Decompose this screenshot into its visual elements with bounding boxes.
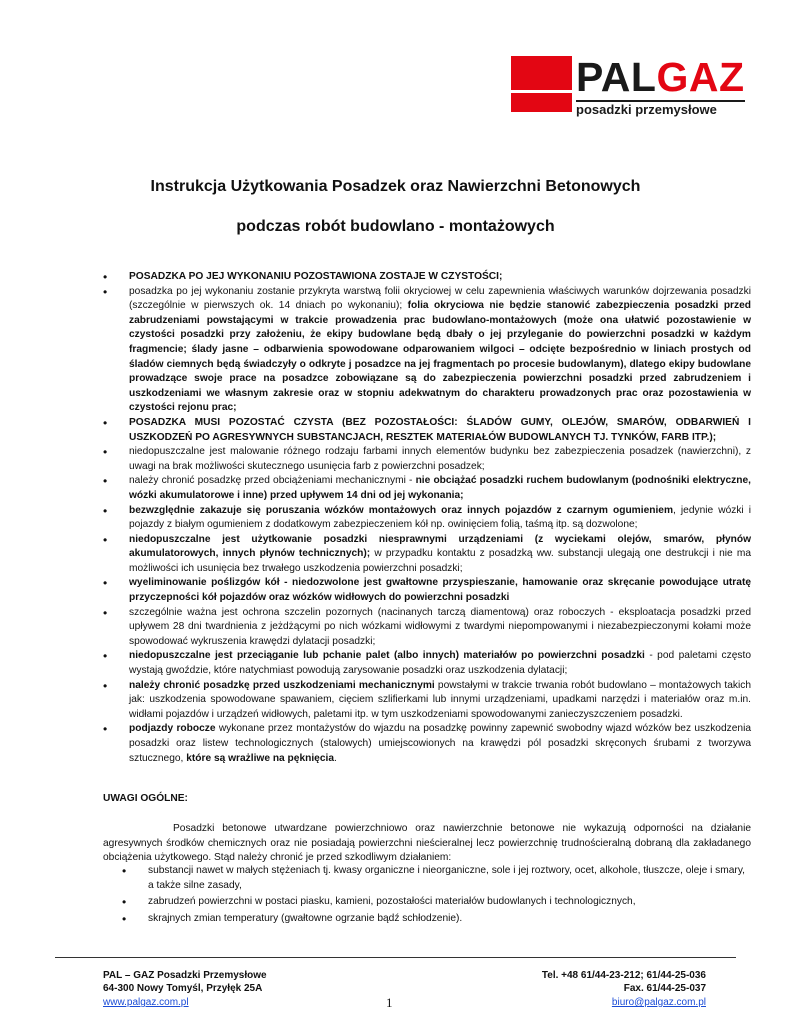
list-item: • szczególnie ważna jest ochrona szczelin pozornych (nacinanych tarczą diamentową) oraz roboczych - eksploatacja posadzki przed upływem 28 dni twardnienia z jeżdżącymi po nich wózkami widłowymi z twardymi niepompowanymi i niezabezpieczonymi kołami może spowodować wykruszenia krawędzi dylatacji posadzki; <box>103 606 751 650</box>
footer-fax: Fax. 61/44-25-037 <box>623 983 706 994</box>
footer-phone: Tel. +48 61/44-23-212; 61/44-25-036 <box>541 970 706 981</box>
general-notes-paragraph: Posadzki betonowe utwardzane powierzchniowo oraz nawierzchnie betonowe nie wykazują odporności na działanie agresywnych środków chemicznych oraz nie posiadają powierzchni nieścieralnej lecz powierzchnię trudnościeralną dobraną dla zakładanego obciążenia użytkowego. Stąd należy chronić je przed szkodliwym działaniem: <box>103 823 751 864</box>
list-item: • niedopuszczalne jest użytkowanie posadzki niesprawnymi urządzeniami (z wyciekami olejów, smarów, płynów akumulatorowych, innych płynów technicznych); w przypadku kontaktu z posadzką ww. substancji ulegają one destrukcji i nie ma możliwości ich usunięcia bez trwałego uszkodzenia powierzchni posadzki; <box>103 533 751 577</box>
logo-mark-icon <box>511 56 572 112</box>
footer-website-link[interactable]: www.palgaz.com.pl <box>103 997 189 1008</box>
list-item: • POSADZKA PO JEJ WYKONANIU POZOSTAWIONA ZOSTAJE W CZYSTOŚCI; <box>103 270 751 285</box>
logo-wordmark: PALGAZ <box>576 54 745 100</box>
footer-divider <box>55 957 736 958</box>
footer-email-link[interactable]: biuro@palgaz.com.pl <box>611 997 706 1008</box>
page-number: 1 <box>386 995 393 1010</box>
general-notes-list <box>122 864 751 928</box>
list-item: • podjazdy robocze wykonane przez montażystów do wjazdu na posadzkę powinny zapewnić swobodny wjazd wózków bez uszkodzenia posadzki oraz listew technologicznych (stalowych) umiejscowionych na krawędzi pól posadzki skręconych śrubami z tworzywa sztucznego, które są wrażliwe na pęknięcia. <box>103 722 751 766</box>
footer-address: 64-300 Nowy Tomyśl, Przyłęk 25A <box>103 983 263 994</box>
list-item: • należy chronić posadzkę przed uszkodzeniami mechanicznymi powstałymi w trakcie trwania robót budowlano – montażowych takich jak: uszkodzenia spowodowane spawaniem, cięciem szlifierkami lub innymi urządzeniami, upadkami narzędzi i materiałów oraz m.in. widłami pojazdów i urządzeń widłowych, paletami itp. w tym uszkodzeniami spowodowanymi zanieczyszczeniem posadzki. <box>103 679 751 723</box>
list-item: • posadzka po jej wykonaniu zostanie przykryta warstwą folii okryciowej w celu zapewnienia właściwych warunków dojrzewania posadzki (szczególnie w pierwszych ok. 14 dniach po wykonaniu); folia okryciowa nie będzie stanowić zabezpieczenia posadzki przed zabrudzeniami powstającymi w trakcie prowadzenia prac budowlano-montażowych (może ona ułatwić pozostawienie w czystości posadzki przy założeniu, że ekipy budowlane będą dbały o jej przyleganie do powierzchni posadzki w każdym fragmencie; ślady jasne – odbarwienia spowodowane odparowaniem wilgoci – odcięte bezpośrednio w liniach prostych od śladów ciemnych będą świadczyły o odkryte j posadzce na jej fragmentach po procesie budowlanym), dlatego ekipy budowlane prowadzące swoje prace na posadzce zobowiązane są do zabezpieczenia powierzchni posadzki przed zabrudzeniem i uszkodzeniami we własnym zakresie oraz w stopniu adekwatnym do charakteru prowadzonych prac oraz pozostawienia w czystości rejonu prac; <box>103 285 751 416</box>
list-item: • wyeliminowanie poślizgów kół - niedozwolone jest gwałtowne przyspieszanie, hamowanie oraz skręcanie powodujące utratę przyczepności kół pojazdów oraz wózków widłowych do powierzchni posadzki <box>103 576 751 605</box>
logo-tagline: posadzki przemysłowe <box>576 102 717 117</box>
document-title: Instrukcja Użytkowania Posadzek oraz Nawierzchni Betonowych <box>150 178 641 195</box>
list-item: • niedopuszczalne jest malowanie różnego rodzaju farbami innych elementów budynku bez zabezpieczenia posadzek (nawierzchni), z uwagi na brak możliwości skutecznego usunięcia farb z powierzchni posadzek; <box>103 445 751 474</box>
list-item: • skrajnych zmian temperatury (gwałtowne ogrzanie bądź schłodzenie). <box>122 912 751 927</box>
document-subtitle: podczas robót budowlano - montażowych <box>236 218 555 235</box>
list-item: • niedopuszczalne jest przeciąganie lub pchanie palet (albo innych) materiałów po powierzchni posadzki - pod paletami często wystają gwoździe, które natychmiast powodują zarysowanie posadzki oraz uszkodzenia dylatacji; <box>103 649 751 678</box>
footer-company: PAL – GAZ Posadzki Przemysłowe <box>103 970 267 981</box>
list-item: • bezwzględnie zakazuje się poruszania wózków montażowych oraz innych pojazdów z czarnym ogumieniem, jedynie wózki i pojazdy z białym ogumieniem z dodatkowym zabezpieczeniem kół np. owinięciem folią, taśmą itp. są dozwolone; <box>103 504 751 533</box>
list-item: • substancji nawet w małych stężeniach tj. kwasy organiczne i nieorganiczne, sole i jej roztwory, ocet, alkohole, tłuszcze, oleje i smary, a także silne zasady, <box>122 864 751 893</box>
list-item: • zabrudzeń powierzchni w postaci piasku, kamieni, pozostałości materiałów budowlanych i technologicznych, <box>122 895 751 910</box>
palgaz-logo <box>511 56 747 120</box>
general-notes-heading: UWAGI OGÓLNE: <box>103 793 188 804</box>
list-item: • POSADZKA MUSI POZOSTAĆ CZYSTA (BEZ POZOSTAŁOŚCI: ŚLADÓW GUMY, OLEJÓW, SMARÓW, ODBARWIEŃ I USZKODZEŃ PO AGRESYWNYCH SUBSTANCJACH, RESZTEK MATERIAŁÓW BUDOWLANYCH TJ. TYNKÓW, FARB ITP.); <box>103 416 751 445</box>
instruction-list <box>103 270 751 766</box>
list-item: • należy chronić posadzkę przed obciążeniami mechanicznymi - nie obciążać posadzki ruchem budowlanym (podnośniki elektryczne, wózki akumulatorowe i inne) przed upływem 14 dni od jej wykonania; <box>103 474 751 503</box>
